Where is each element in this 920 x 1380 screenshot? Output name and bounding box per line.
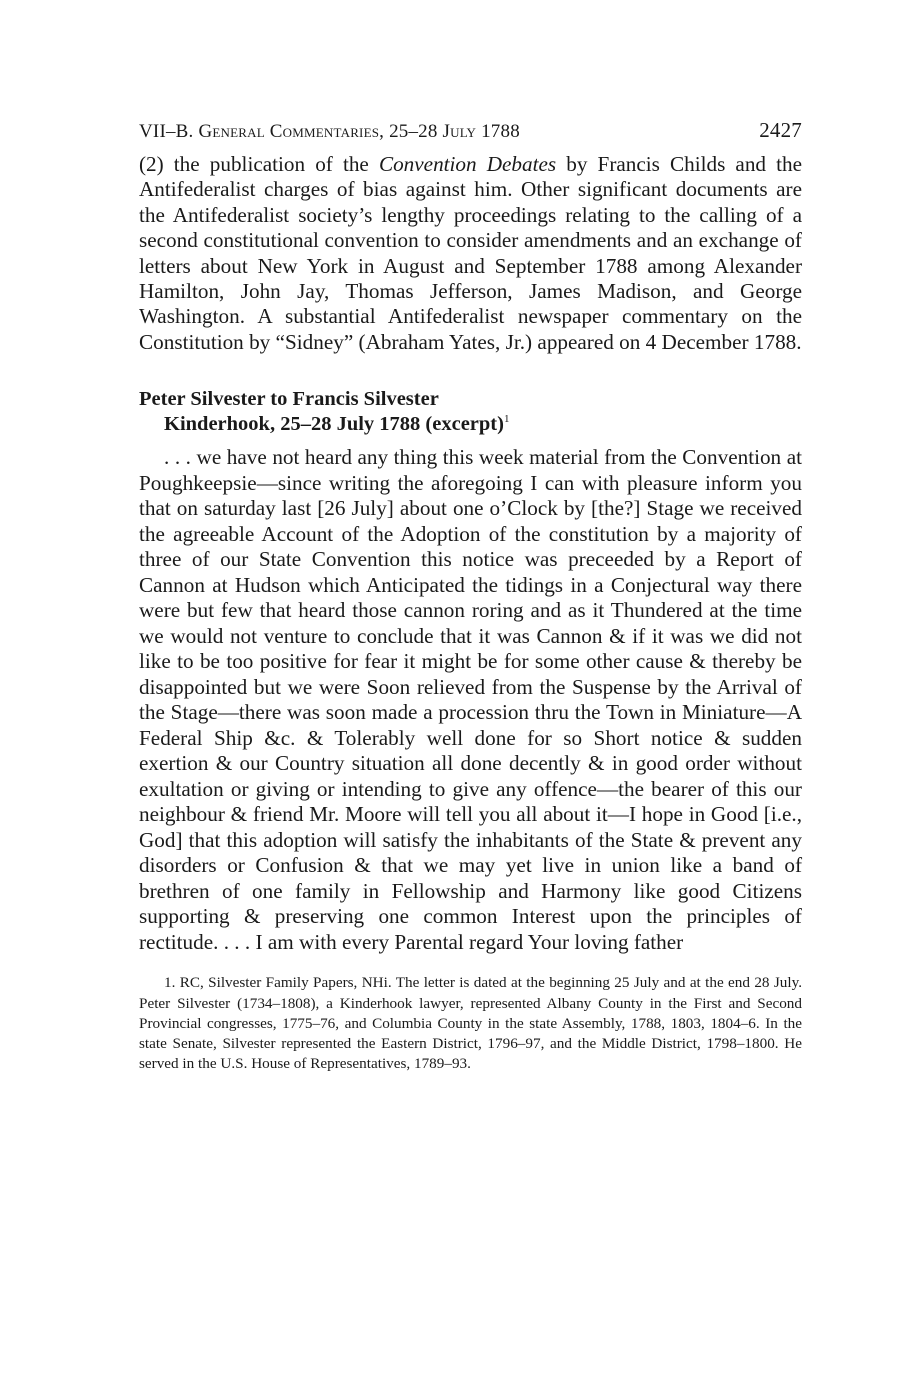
document-page: [139, 118, 802, 1075]
letter-body: . . . we have not heard any thing this week material from the Convention at Poughkeepsie—since writing the aforegoing I can with pleasure inform you that on saturday last [26 July] about one o’Clock by [the?] Stage we received the agreeable Account of the Adoption of the constitution by a majority of three of our State Convention this notice was preceeded by a Report of Cannon at Hudson which Anticipated the tidings in a Conjectural way there were but few that heard those cannon roring and as it Thundered at the time we would not venture to conclude that it was Cannon & if it was we did not like to be too positive for fear it might be for some other cause & thereby be disappointed but we were Soon relieved from the Suspense by the Arrival of the Stage—there was soon made a procession thru the Town in Miniature—A Federal Ship &c. & Tolerably well done for so Short notice & sudden exertion & our Country situation all done decently & in good order without exultation or giving or intending to give any offence—the bearer of this our neighbour & friend Mr. Moore will tell you all about it—I hope in Good [i.e., God] that this adoption will satisfy the inhabitants of the State & prevent any disorders or Confusion & that we may yet live in union like a band of brethren of one family in Fellowship and Harmony like good Citizens supporting & preserving one common Interest upon the principles of rectitude. . . . I am with every Parental regard Your loving father: [139, 445, 802, 954]
running-head-month: July: [442, 121, 477, 142]
page-number: 2427: [759, 118, 802, 142]
intro-italic-title: Convention Debates: [378, 152, 557, 176]
running-head-section: General Commentaries: [198, 121, 380, 142]
footnote: 1. RC, Silvester Family Papers, NHi. The letter is dated at the beginning 25 July and at the end 28 July. Peter Silvester (1734–1808), a Kinderhook lawyer, represented Albany County in the First and Second Provincial congresses, 1775–76, and Columbia County in the state Assembly, 1788, 1803, 1804–6. In the state Senate, Silvester represented the Eastern District, 1796–97, and the Middle District, 1798–1800. He served in the U.S. House of Representatives, 1789–93.: [139, 974, 802, 1073]
intro-text-end: by Francis Childs and the Antifederalist charges of bias against him. Other significant documents are the Antifederalist society’s lengthy proceedings relating to the calling of a second constitutional convention to consider amendments and an exchange of letters about New York in August and September 1788 among Alexander Hamilton, John Jay, Thomas Jefferson, James Madison, and George Washington. A substantial Antifederalist newspaper commentary on the Constitution by “Sidney” (Abraham Yates, Jr.) appeared on 4 December 1788.: [139, 152, 803, 354]
running-head-title: [139, 121, 520, 143]
running-head-dates: , 25–28: [379, 121, 443, 142]
running-head-part-number: VII–B.: [139, 121, 199, 142]
intro-text-start: (2) the publication of the: [139, 152, 379, 176]
letter-heading-correspondents: Peter Silvester to Francis Silvester: [139, 388, 439, 411]
letter-heading: [139, 387, 802, 437]
letter-heading-place-date: [139, 412, 802, 437]
footnote-reference[interactable]: 1: [503, 413, 510, 426]
running-head-year: 1788: [476, 121, 520, 142]
running-head: [139, 118, 802, 152]
intro-paragraph: [139, 152, 802, 355]
letter-heading-place-date-text: Kinderhook, 25–28 July 1788 (excerpt): [164, 413, 504, 436]
